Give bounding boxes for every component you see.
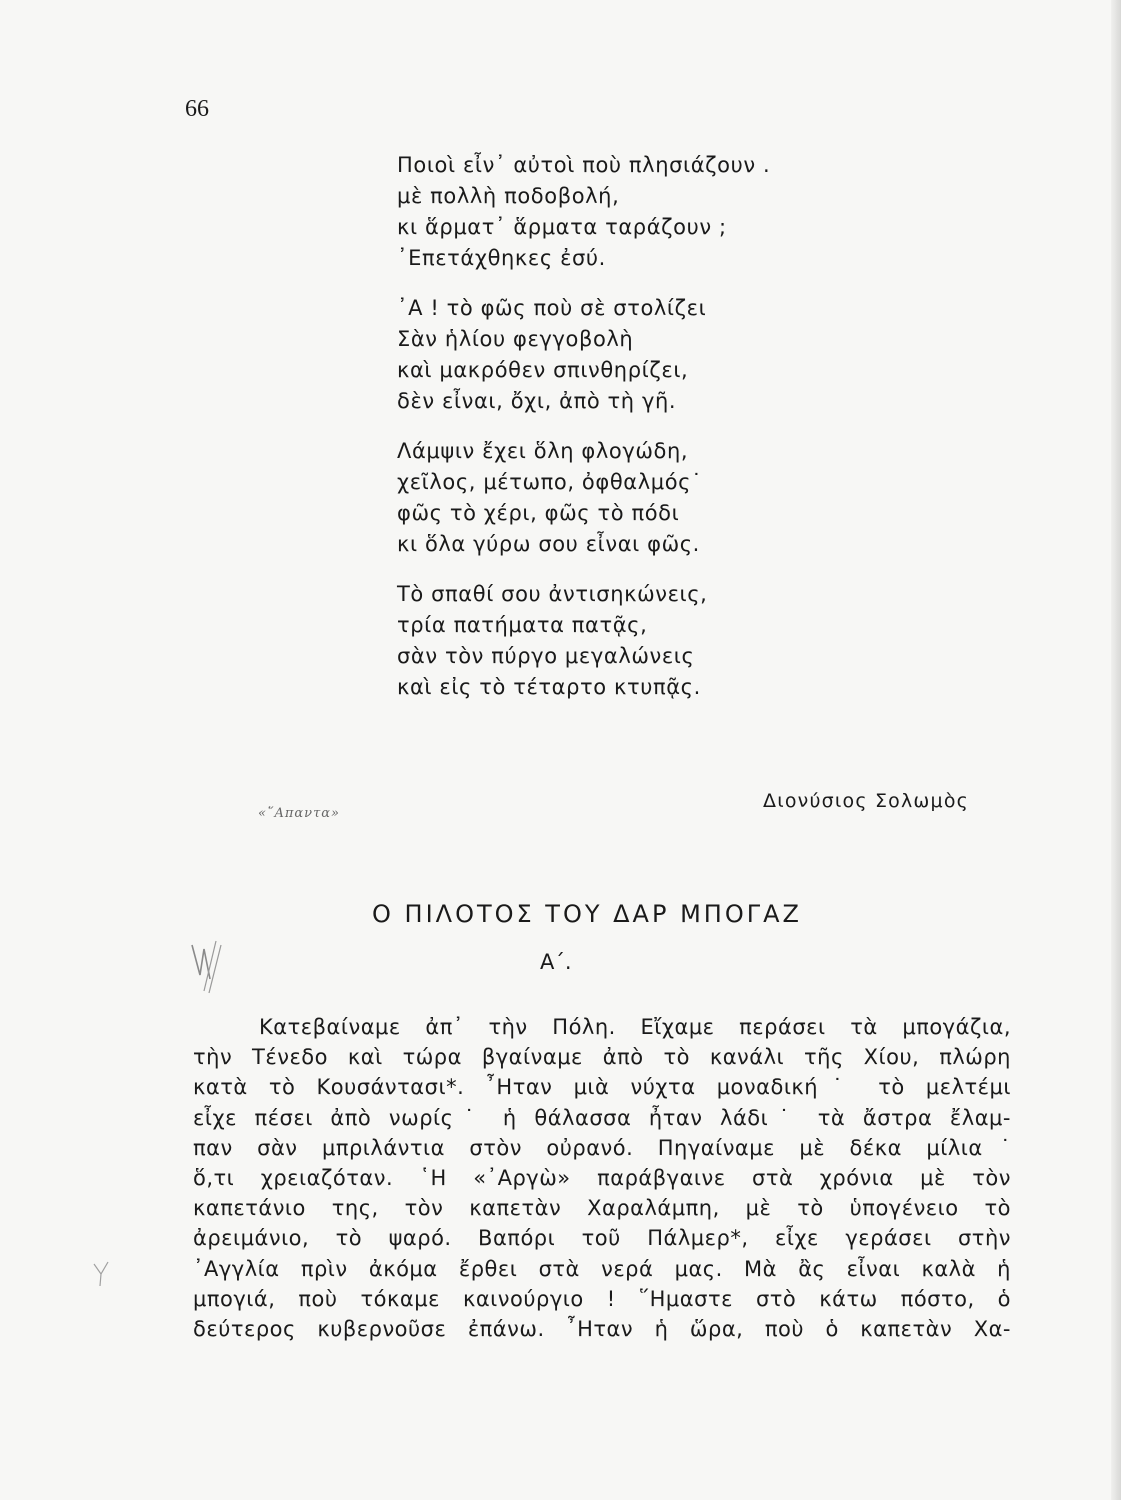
text-line: Κατεβαίναμε ἀπ᾿ τὴν Πόλη. Εἴχαμε περάσει τὰ μπογάζια,: [259, 1015, 1011, 1039]
poem-stanza: [397, 579, 770, 703]
poem-line: τρία πατήματα πατᾷς,: [397, 613, 648, 637]
poem-line: σὰν τὸν πύργο μεγαλώνεις: [397, 644, 695, 668]
pencil-tick-icon: [92, 1260, 112, 1288]
text-line: παν σὰν μπριλάντια στὸν οὐρανό. Πηγαίναμε μὲ δέκα μίλια˙: [193, 1135, 1011, 1160]
poem: [397, 150, 770, 722]
text-line: ὅ,τι χρειαζόταν. ῾Η «᾿Αργὼ» παράβγαινε στὰ χρόνια μὲ τὸν: [193, 1166, 1011, 1191]
poem-line: ᾿Επετάχθηκες ἐσύ.: [397, 246, 606, 270]
poem-line: Τὸ σπαθί σου ἀντισηκώνεις,: [397, 582, 708, 606]
pencil-mark-icon: [186, 935, 226, 995]
page-number: 66: [185, 96, 209, 122]
poem-author: Διονύσιος Σολωμὸς: [763, 790, 969, 812]
poem-line: δὲν εἶναι, ὄχι, ἀπὸ τὴ γῆ.: [397, 389, 677, 413]
poem-stanza: [397, 436, 770, 560]
poem-stanza: [397, 293, 770, 417]
text-line: δεύτερος κυβερνοῦσε ἐπάνω. ῏Ηταν ἡ ὥρα, ποὺ ὁ καπετὰν Χα-: [193, 1317, 1011, 1342]
poem-line: φῶς τὸ χέρι, φῶς τὸ πόδι: [397, 501, 680, 525]
poem-line: κι ἅρματ᾿ ἅρματα ταράζουν ;: [397, 215, 727, 239]
poem-line: μὲ πολλὴ ποδοβολή,: [397, 184, 620, 208]
text-line: ᾿Αγγλία πρὶν ἀκόμα ἔρθει στὰ νερά μας. Μὰ ἂς εἶναι καλὰ ἡ: [193, 1256, 1011, 1281]
text-line: ἀρειμάνιο, τὸ ψαρό. Βαπόρι τοῦ Πάλμερ*, εἶχε γεράσει στὴν: [193, 1226, 1011, 1251]
chapter-heading: Α΄.: [540, 950, 572, 974]
poem-line: κι ὅλα γύρω σου εἶναι φῶς.: [397, 532, 700, 556]
poem-line: καὶ εἰς τὸ τέταρτο κτυπᾷς.: [397, 675, 701, 699]
poem-line: Λάμψιν ἔχει ὅλη φλογώδη,: [397, 439, 689, 463]
poem-line: χεῖλος, μέτωπο, ὀφθαλμός˙: [397, 470, 703, 494]
text-line: εἶχε πέσει ἀπὸ νωρίς˙ ἡ θάλασσα ἦταν λάδι˙ τὰ ἄστρα ἔλαμ-: [193, 1105, 1011, 1130]
poem-source: «῞Απαντα»: [258, 806, 340, 821]
text-line: κατὰ τὸ Κουσάντασι*. ῏Ηταν μιὰ νύχτα μοναδική˙ τὸ μελτέμι: [193, 1075, 1011, 1100]
story-title: Ο ΠΙΛΟΤΟΣ ΤΟΥ ΔΑΡ ΜΠΟΓΑΖ: [372, 900, 802, 928]
poem-line: Σὰν ἡλίου φεγγοβολὴ: [397, 327, 634, 351]
poem-line: ᾿Α ! τὸ φῶς ποὺ σὲ στολίζει: [397, 296, 707, 320]
story-text: [193, 1012, 1011, 1344]
text-line: τὴν Τένεδο καὶ τώρα βγαίναμε ἀπὸ τὸ κανάλι τῆς Χίου, πλώρη: [193, 1045, 1011, 1070]
text-line: καπετάνιο της, τὸν καπετὰν Χαραλάμπη, μὲ τὸ ὑπογένειο τὸ: [193, 1196, 1011, 1221]
poem-line: καὶ μακρόθεν σπινθηρίζει,: [397, 358, 689, 382]
scan-edge-shadow: [1111, 0, 1121, 1500]
poem-line: Ποιοὶ εἶν᾿ αὐτοὶ ποὺ πλησιάζουν .: [397, 153, 771, 177]
text-line: μπογιά, ποὺ τόκαμε καινούργιο ! ῞Ημαστε στὸ κάτω πόστο, ὁ: [193, 1286, 1011, 1311]
poem-stanza: [397, 150, 770, 274]
